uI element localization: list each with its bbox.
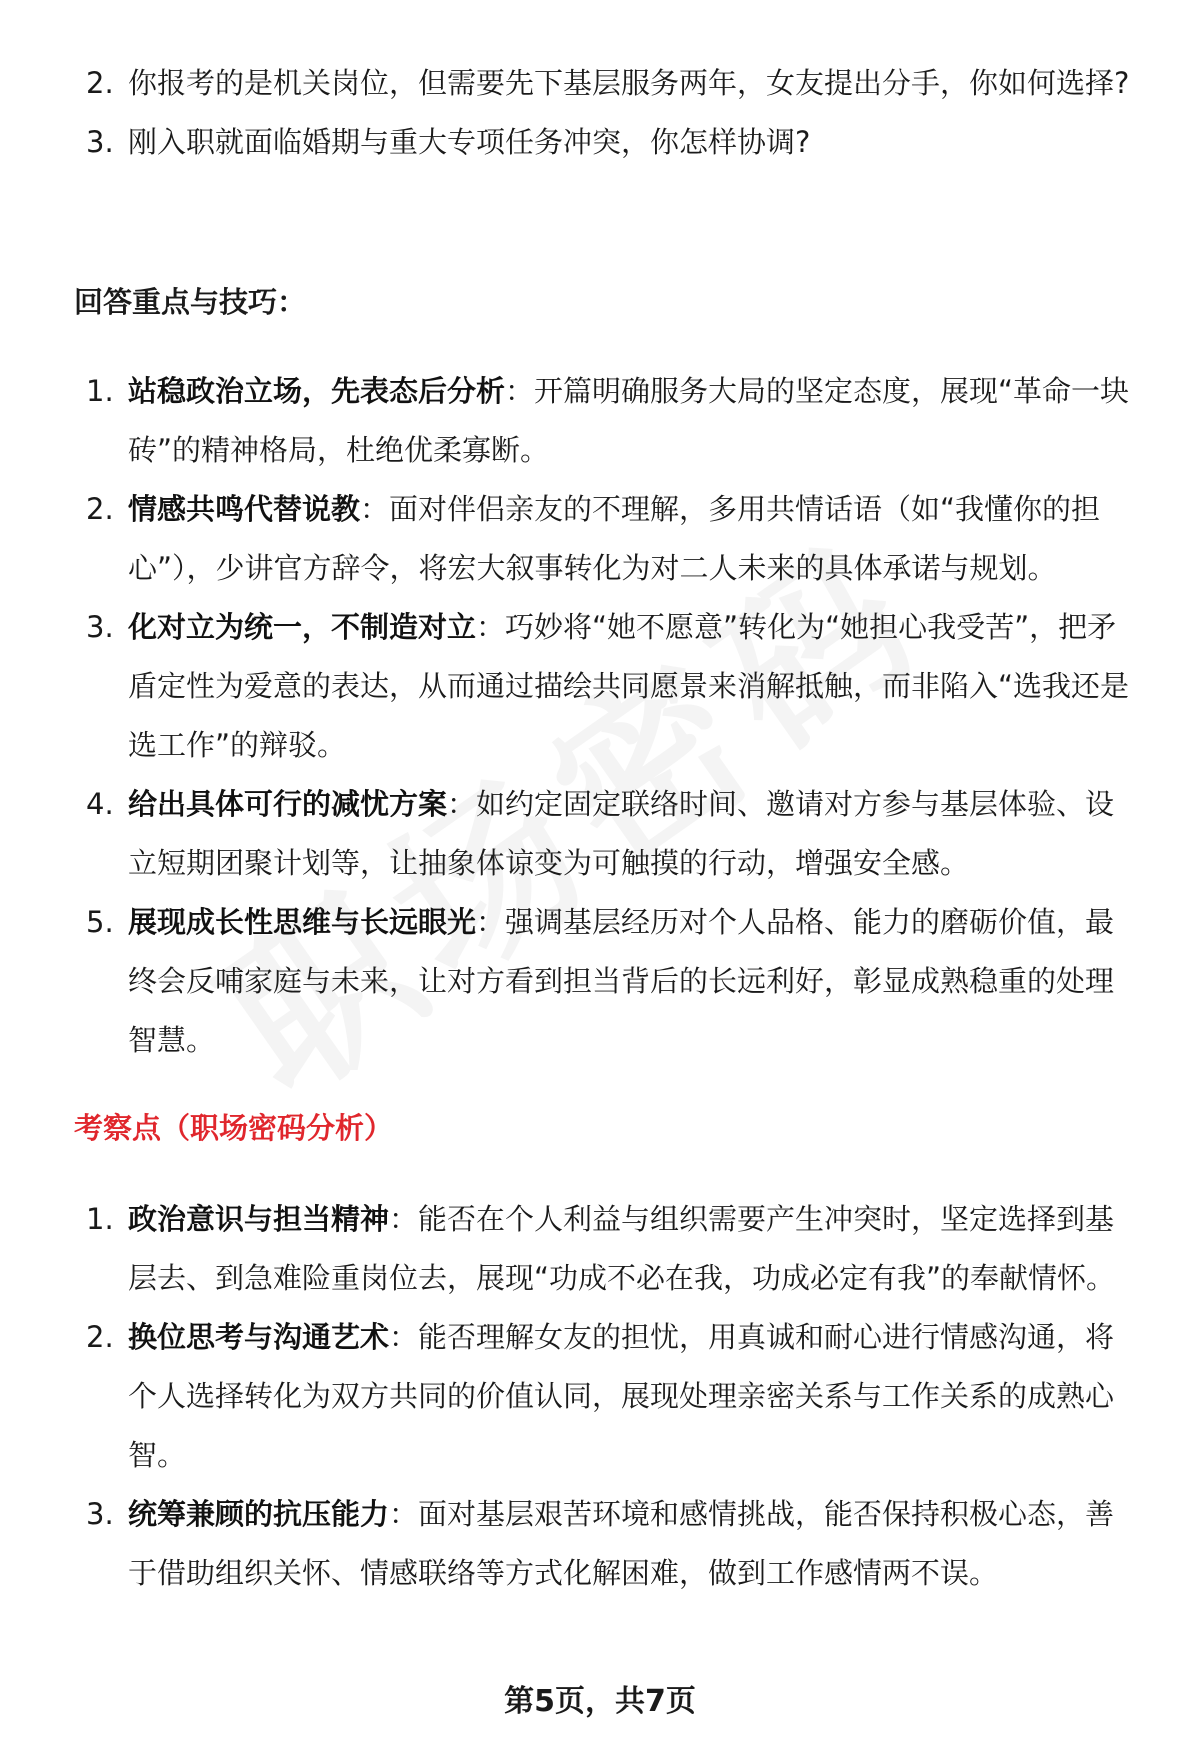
item-text: ：面对伴侣亲友的不理解，多用共情话语（如“我懂你的担心”），少讲官方辞令，将宏大叙事转化为对二人未来的具体承诺与规划。 — [128, 492, 1101, 585]
item-keyword: 化对立为统一，不制造对立 — [128, 610, 477, 644]
list-item — [0, 480, 1200, 598]
list-item — [0, 1190, 1200, 1308]
list-number: 2. — [86, 1320, 114, 1354]
list-number: 2. — [86, 66, 114, 100]
item-keyword: 政治意识与担当精神 — [128, 1202, 390, 1236]
list-number: 1. — [86, 374, 114, 408]
item-keyword: 展现成长性思维与长远眼光 — [128, 905, 477, 939]
question-list — [0, 54, 1200, 172]
item-text: ：强调基层经历对个人品格、能力的磨砺价值，最终会反哺家庭与未来，让对方看到担当背后的长远利好，彰显成熟稳重的处理智慧。 — [128, 905, 1115, 1057]
question-text: 你报考的是机关岗位，但需要先下基层服务两年，女友提出分手，你如何选择? — [128, 66, 1130, 100]
list-number: 1. — [86, 1202, 114, 1236]
list-item — [0, 113, 1200, 172]
list-number: 3. — [86, 1497, 114, 1531]
item-text: ：面对基层艰苦环境和感情挑战，能否保持积极心态，善于借助组织关怀、情感联络等方式化解困难，做到工作感情两不误。 — [128, 1497, 1115, 1590]
answer-tips-list — [0, 362, 1200, 1070]
list-number: 4. — [86, 787, 114, 821]
item-keyword: 换位思考与沟通艺术 — [128, 1320, 390, 1354]
item-text: ：巧妙将“她不愿意”转化为“她担心我受苦”，把矛盾定性为爱意的表达，从而通过描绘共同愿景来消解抵触，而非陷入“选我还是选工作”的辩驳。 — [128, 610, 1130, 762]
list-number: 3. — [86, 125, 114, 159]
list-item — [0, 1308, 1200, 1485]
list-number: 2. — [86, 492, 114, 526]
item-text: ：能否理解女友的担忧，用真诚和耐心进行情感沟通，将个人选择转化为双方共同的价值认同，展现处理亲密关系与工作关系的成熟心智。 — [128, 1320, 1115, 1472]
list-item — [0, 598, 1200, 775]
assessment-heading: 考察点（职场密码分析） — [74, 1111, 394, 1145]
question-text: 刚入职就面临婚期与重大专项任务冲突，你怎样协调? — [128, 125, 811, 159]
item-keyword: 给出具体可行的减忧方案 — [128, 787, 448, 821]
item-keyword: 统筹兼顾的抗压能力 — [128, 1497, 390, 1531]
list-item — [0, 893, 1200, 1070]
list-item — [0, 54, 1200, 113]
item-text: ：开篇明确服务大局的坚定态度，展现“革命一块砖”的精神格局，杜绝优柔寡断。 — [128, 374, 1130, 467]
list-item — [0, 1485, 1200, 1603]
list-number: 3. — [86, 610, 114, 644]
item-text: ：如约定固定联络时间、邀请对方参与基层体验、设立短期团聚计划等，让抽象体谅变为可触摸的行动，增强安全感。 — [128, 787, 1115, 880]
list-number: 5. — [86, 905, 114, 939]
page-number-footer: 第5页，共7页 — [504, 1684, 696, 1719]
assessment-list — [0, 1190, 1200, 1603]
item-keyword: 情感共鸣代替说教 — [128, 492, 361, 526]
item-keyword: 站稳政治立场，先表态后分析 — [128, 374, 506, 408]
list-item — [0, 775, 1200, 893]
answer-tips-heading: 回答重点与技巧： — [74, 285, 307, 319]
item-text: ：能否在个人利益与组织需要产生冲突时，坚定选择到基层去、到急难险重岗位去，展现“功成不必在我，功成必定有我”的奉献情怀。 — [128, 1202, 1116, 1295]
list-item — [0, 362, 1200, 480]
